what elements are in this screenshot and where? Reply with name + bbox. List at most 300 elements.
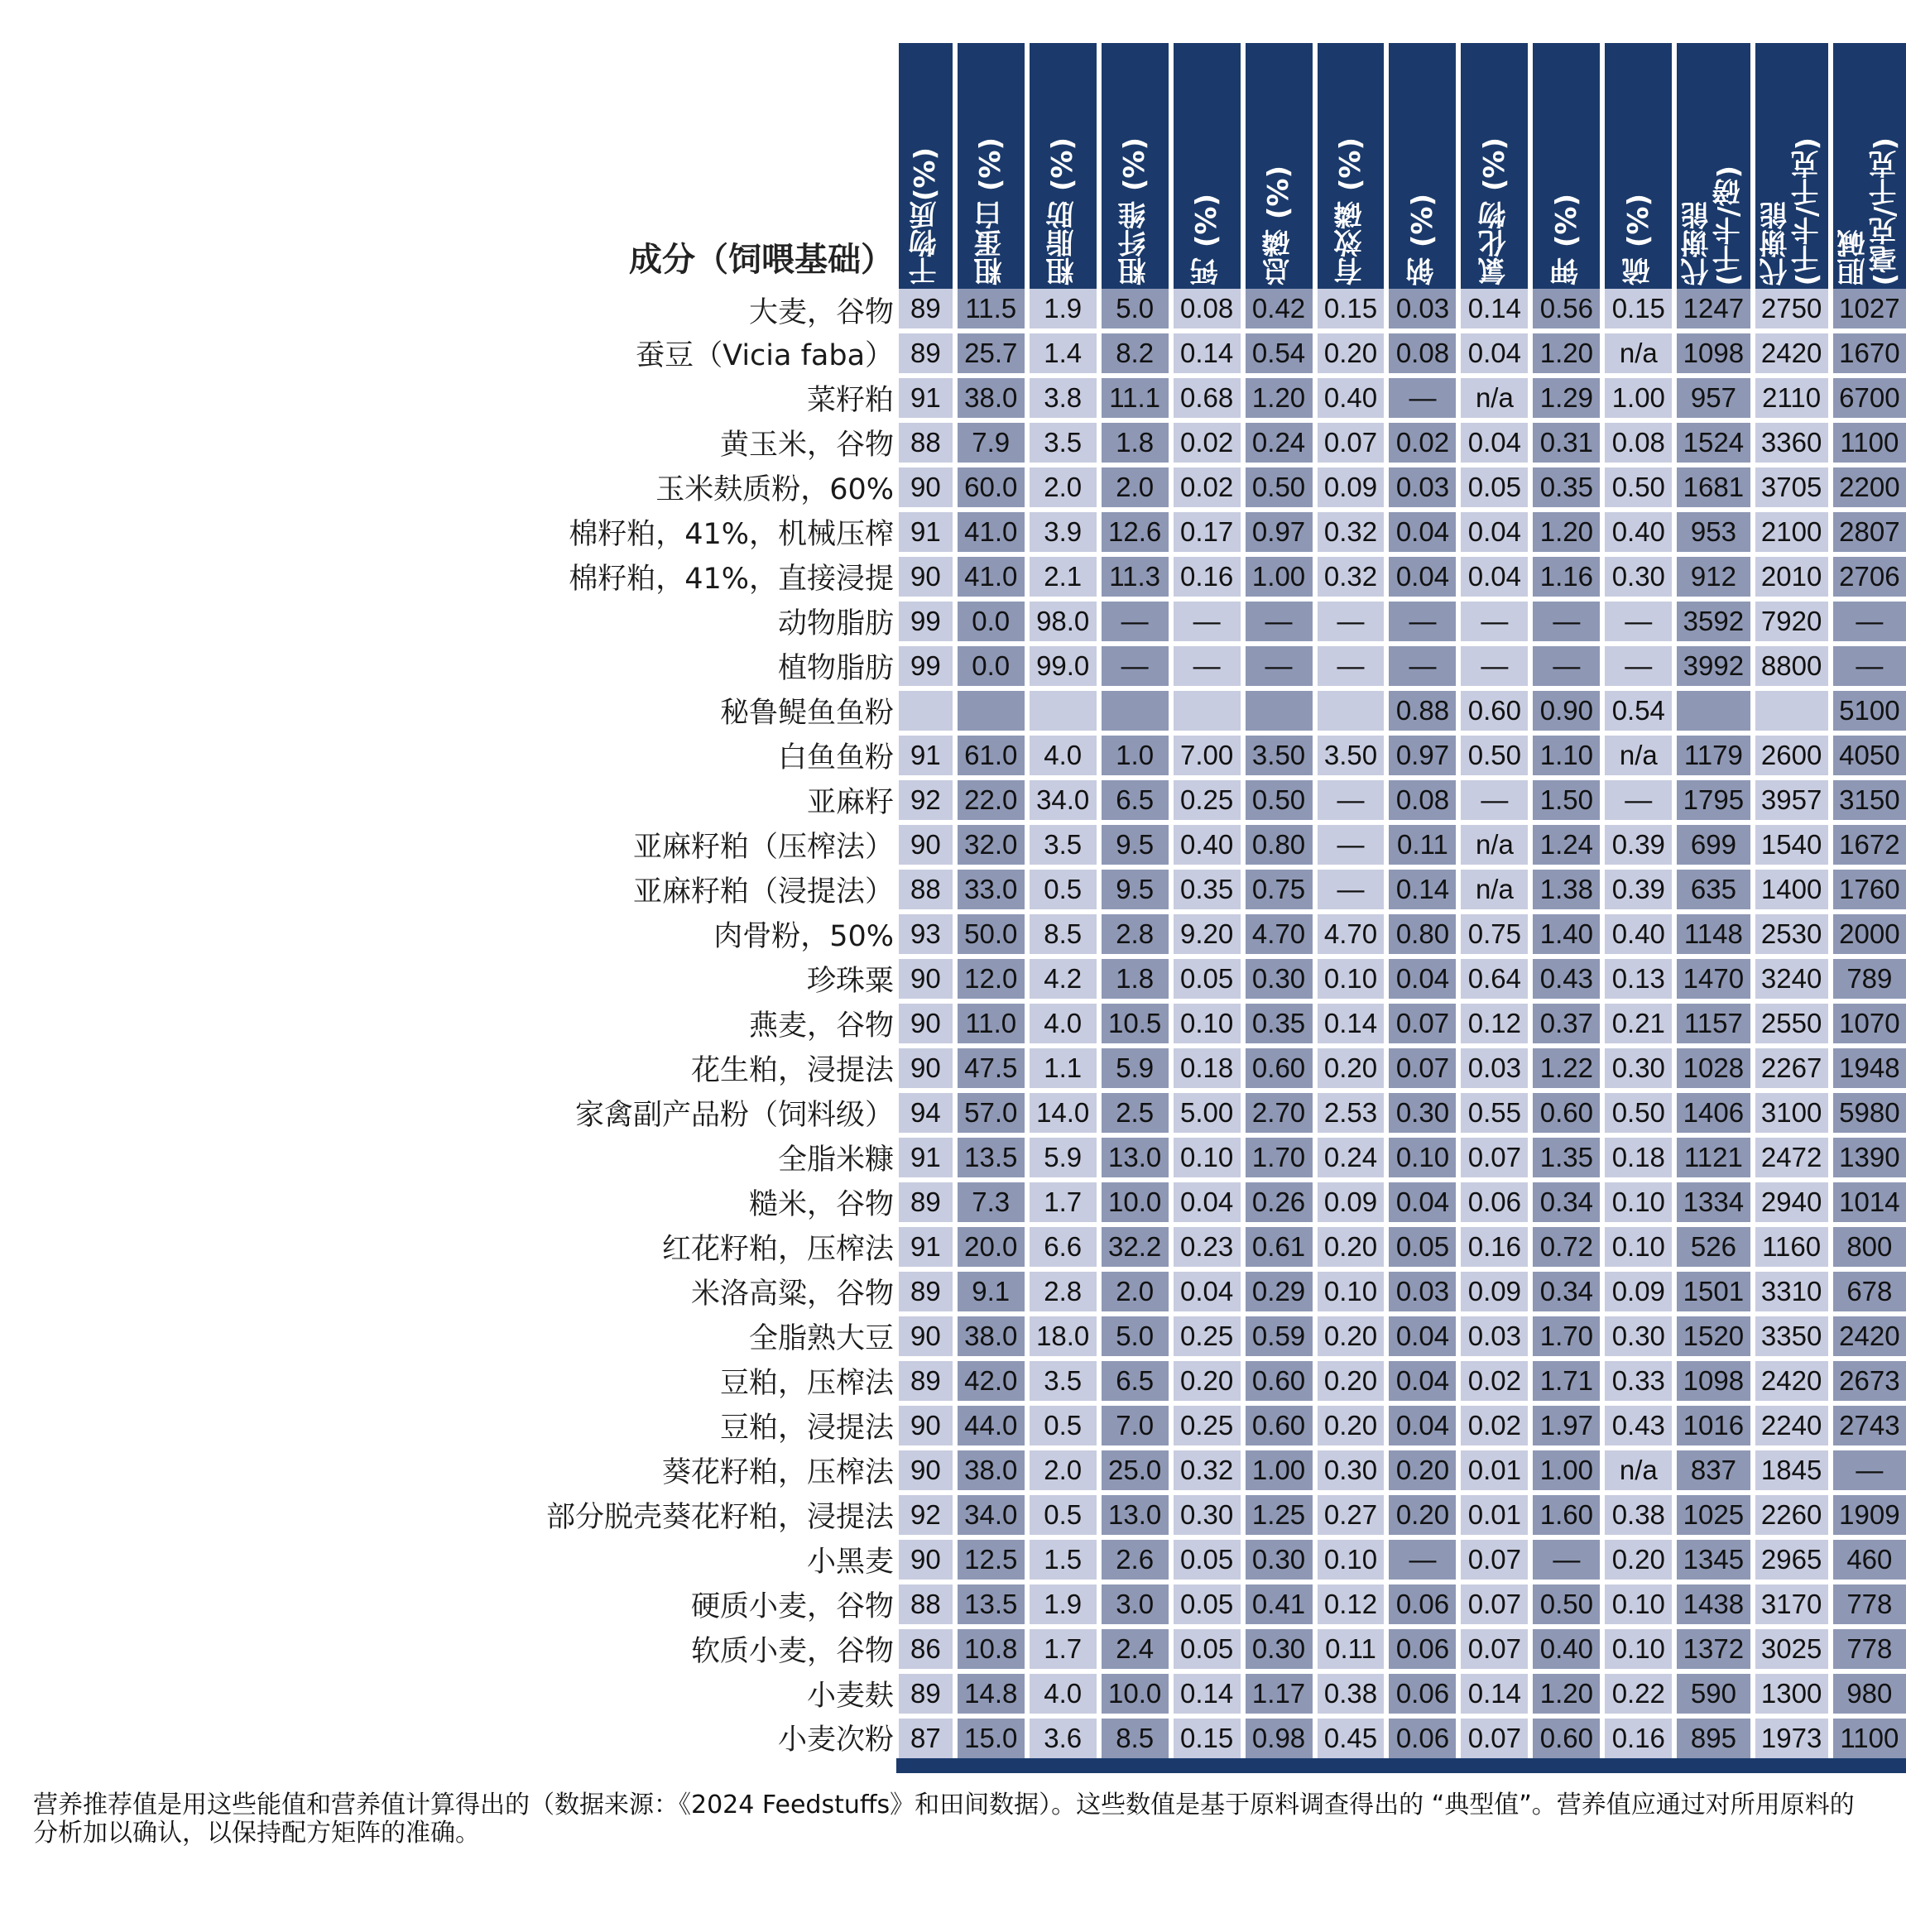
table-cell: 0.10 [1171,1001,1243,1046]
table-cell: 2110 [1753,376,1831,420]
table-cell: 2.8 [1099,912,1171,956]
table-cell: 1.10 [1530,733,1602,778]
table-cell: 41.0 [955,510,1027,554]
table-cell: 1.71 [1530,1359,1602,1403]
table-cell: — [1458,599,1530,644]
table-cell: 0.14 [1458,1671,1530,1716]
ingredient-name: 豆粕，浸提法 [546,1403,896,1448]
table-cell: 1372 [1674,1627,1752,1671]
table-cell: — [1831,1448,1906,1493]
ingredient-name: 肉骨粉，50% [546,912,896,956]
table-cell: 0.08 [1602,420,1674,465]
table-cell: 6.6 [1027,1225,1099,1269]
table-cell: 0.16 [1602,1716,1674,1758]
table-cell: 2.4 [1099,1627,1171,1671]
table-cell: 0.30 [1602,1046,1674,1091]
ingredient-column-header: 成分（饲喂基础） [629,241,895,279]
table-cell: n/a [1458,376,1530,420]
table-cell: 2.8 [1027,1269,1099,1314]
table-cell: — [1602,599,1674,644]
table-cell: 1179 [1674,733,1752,778]
table-cell: 957 [1674,376,1752,420]
table-cell: 1470 [1674,956,1752,1001]
table-cell: 3.0 [1099,1582,1171,1627]
table-cell: 4050 [1831,733,1906,778]
feed-nutrient-table [546,43,1906,1773]
table-row [546,1671,1906,1716]
table-cell: — [1099,644,1171,688]
table-cell: 1.20 [1530,331,1602,376]
table-cell: 678 [1831,1269,1906,1314]
table-cell: 0.30 [1315,1448,1387,1493]
table-cell: 1845 [1753,1448,1831,1493]
table-cell: — [1602,778,1674,822]
table-cell: 10.8 [955,1627,1027,1671]
table-row [546,554,1906,599]
table-cell: 0.5 [1027,1493,1099,1537]
table-cell: n/a [1458,822,1530,867]
table-cell: 2100 [1753,510,1831,554]
table-cell [896,688,955,733]
column-header-label: 代谢能 (千卡/磅) [1681,165,1746,285]
table-cell: 0.09 [1315,465,1387,510]
table-cell: 1948 [1831,1046,1906,1091]
table-cell: — [1315,778,1387,822]
table-cell: 0.75 [1243,867,1315,912]
table-cell: 0.01 [1458,1448,1530,1493]
table-cell: 1520 [1674,1314,1752,1359]
table-cell: 0.03 [1386,465,1458,510]
column-header [1099,43,1171,289]
table-cell: 0.20 [1315,1046,1387,1091]
table-cell: 1.20 [1243,376,1315,420]
ingredient-name: 软质小麦，谷物 [546,1627,896,1671]
table-cell: 0.59 [1243,1314,1315,1359]
table-cell: 0.68 [1171,376,1243,420]
column-header-label: 钙 (%) [1190,194,1224,285]
table-cell: 699 [1674,822,1752,867]
table-cell: 1.50 [1530,778,1602,822]
table-row [546,331,1906,376]
table-cell: 91 [896,376,955,420]
table-cell: 1300 [1753,1671,1831,1716]
table-cell: 0.09 [1458,1269,1530,1314]
header-row [546,43,1906,289]
table-cell: 2940 [1753,1180,1831,1225]
table-cell: 0.07 [1458,1716,1530,1758]
table-cell: 1.8 [1099,420,1171,465]
table-cell: — [1530,644,1602,688]
table-cell: 0.31 [1530,420,1602,465]
table-cell: 0.33 [1602,1359,1674,1403]
table-cell: 0.06 [1458,1180,1530,1225]
table-cell: — [1458,644,1530,688]
table-cell: 12.6 [1099,510,1171,554]
table-cell: 0.04 [1458,554,1530,599]
table-cell: 3705 [1753,465,1831,510]
column-header [1171,43,1243,289]
table-cell: 11.3 [1099,554,1171,599]
table-cell: 1.35 [1530,1135,1602,1180]
column-header [1674,43,1752,289]
table-cell: 90 [896,1314,955,1359]
table-cell [1027,688,1099,733]
column-header-label: 粗蛋白 (%) [974,137,1008,285]
table-cell: 2260 [1753,1493,1831,1537]
table-row [546,778,1906,822]
ingredient-name: 全脂米糠 [546,1135,896,1180]
table-cell: 0.35 [1171,867,1243,912]
table-cell: 0.02 [1386,420,1458,465]
table-cell: 0.43 [1530,956,1602,1001]
table-cell: 0.50 [1530,1582,1602,1627]
table-cell: 0.03 [1386,289,1458,331]
table-row [546,822,1906,867]
table-cell: 0.64 [1458,956,1530,1001]
ingredient-name: 糙米，谷物 [546,1180,896,1225]
table-cell: 0.60 [1458,688,1530,733]
table-cell: 9.1 [955,1269,1027,1314]
table-cell: 0.04 [1386,956,1458,1001]
ingredient-name: 硬质小麦，谷物 [546,1582,896,1627]
table-cell: — [1386,599,1458,644]
footnote: 营养推荐值是用这些能值和营养值计算得出的（数据来源：《2024 Feedstuffs》和田间数据）。这些数值是基于原料调查得出的 “典型值”。营养值应通过对所用原料的分析加以确认，以保持配方矩阵的准确。 [33,1791,1855,1848]
table-cell: — [1458,778,1530,822]
table-cell: 2000 [1831,912,1906,956]
table-cell: 0.61 [1243,1225,1315,1269]
column-header-label: 干物质(%) [909,146,943,285]
table-cell: 0.90 [1530,688,1602,733]
table-cell: 93 [896,912,955,956]
table-cell: 1148 [1674,912,1752,956]
table-cell: 1025 [1674,1493,1752,1537]
table-cell: 7920 [1753,599,1831,644]
table-row [546,733,1906,778]
table-cell: 0.05 [1171,1537,1243,1582]
table-cell: 2.5 [1099,1091,1171,1135]
table-cell: 0.50 [1602,465,1674,510]
table-cell: 2750 [1753,289,1831,331]
table-cell: 0.43 [1602,1403,1674,1448]
table-cell: 0.20 [1386,1493,1458,1537]
column-header-label: 总磷 (%) [1262,165,1296,285]
table-cell: 2.6 [1099,1537,1171,1582]
table-cell: 8.5 [1099,1716,1171,1758]
table-cell [1753,688,1831,733]
table-cell: 0.40 [1171,822,1243,867]
table-row [546,1359,1906,1403]
table-cell: 20.0 [955,1225,1027,1269]
table-cell: 6700 [1831,376,1906,420]
table-cell: 3.5 [1027,420,1099,465]
ingredient-name: 花生粕，浸提法 [546,1046,896,1091]
table-cell: 0.10 [1315,1269,1387,1314]
column-header [1386,43,1458,289]
table-cell: 2420 [1753,1359,1831,1403]
column-header [1602,43,1674,289]
table-cell: 0.07 [1458,1135,1530,1180]
table-cell: 0.97 [1243,510,1315,554]
table-cell: 2200 [1831,465,1906,510]
table-cell: — [1171,599,1243,644]
ingredient-name: 菜籽粕 [546,376,896,420]
table-cell: 1909 [1831,1493,1906,1537]
table-cell: 38.0 [955,1314,1027,1359]
table-row [546,420,1906,465]
table-cell: 0.22 [1602,1671,1674,1716]
table-cell: 4.0 [1027,1001,1099,1046]
table-cell: 13.0 [1099,1493,1171,1537]
table-cell: 3.5 [1027,822,1099,867]
table-cell: 0.07 [1458,1537,1530,1582]
table-cell: 0.03 [1458,1046,1530,1091]
column-header [1831,43,1906,289]
table-row [546,1091,1906,1135]
table-row [546,867,1906,912]
table-cell: 12.0 [955,956,1027,1001]
table-cell: 1.9 [1027,289,1099,331]
table-cell: — [1315,822,1387,867]
table-cell: 1098 [1674,1359,1752,1403]
table-cell: 91 [896,1135,955,1180]
table-cell: 0.40 [1602,510,1674,554]
table-cell: 0.04 [1386,510,1458,554]
table-cell: 88 [896,1582,955,1627]
table-cell: 0.27 [1315,1493,1387,1537]
table-cell: 1.8 [1099,956,1171,1001]
ingredient-name: 棉籽粕，41%，直接浸提 [546,554,896,599]
table-cell: 0.20 [1315,1314,1387,1359]
table-cell: 0.04 [1386,1314,1458,1359]
table-cell: 0.06 [1386,1716,1458,1758]
table-cell: 3.50 [1315,733,1387,778]
ingredient-name: 秘鲁鳀鱼鱼粉 [546,688,896,733]
table-cell: 0.06 [1386,1671,1458,1716]
table-cell: 0.10 [1315,956,1387,1001]
table-cell: 3.6 [1027,1716,1099,1758]
ingredient-name: 黄玉米，谷物 [546,420,896,465]
table-cell: 7.9 [955,420,1027,465]
table-cell: 0.26 [1243,1180,1315,1225]
table-cell: 4.2 [1027,956,1099,1001]
table-cell: 50.0 [955,912,1027,956]
table-cell: 0.05 [1171,1582,1243,1627]
table-cell: 0.15 [1315,289,1387,331]
table-cell: 47.5 [955,1046,1027,1091]
ingredient-name: 小麦麸 [546,1671,896,1716]
table-row [546,1627,1906,1671]
table-cell: 1121 [1674,1135,1752,1180]
table-cell: 0.10 [1602,1627,1674,1671]
table-cell: 0.32 [1315,554,1387,599]
table-cell: 90 [896,1403,955,1448]
table-row [546,1180,1906,1225]
table-cell: — [1386,1537,1458,1582]
table-cell: 1540 [1753,822,1831,867]
table-cell: 10.0 [1099,1671,1171,1716]
table-cell: 1.1 [1027,1046,1099,1091]
table-cell: 3992 [1674,644,1752,688]
table-cell: 6.5 [1099,778,1171,822]
table-cell [955,688,1027,733]
table-cell: 0.29 [1243,1269,1315,1314]
column-header-label: 钾 (%) [1549,194,1583,285]
table-cell: 0.02 [1171,420,1243,465]
ingredient-name: 棉籽粕，41%，机械压榨 [546,510,896,554]
ingredient-name: 全脂熟大豆 [546,1314,896,1359]
table-cell: 34.0 [1027,778,1099,822]
table-row [546,510,1906,554]
table-cell: 1016 [1674,1403,1752,1448]
table-cell: 3025 [1753,1627,1831,1671]
table-cell: 0.03 [1458,1314,1530,1359]
ingredient-name: 亚麻籽粕（浸提法） [546,867,896,912]
bottom-bar-spacer [546,1758,896,1773]
column-header-label: 硫 (%) [1621,194,1655,285]
ingredient-name: 米洛高粱，谷物 [546,1269,896,1314]
table-cell: n/a [1458,867,1530,912]
table-cell: 1345 [1674,1537,1752,1582]
ingredient-name: 燕麦，谷物 [546,1001,896,1046]
table-cell: 2530 [1753,912,1831,956]
table-cell: 13.0 [1099,1135,1171,1180]
table-cell: 88 [896,420,955,465]
table-row [546,599,1906,644]
table-cell: 0.03 [1386,1269,1458,1314]
table-cell: 38.0 [955,376,1027,420]
table-cell: 0.20 [1315,1225,1387,1269]
table-cell: 0.5 [1027,867,1099,912]
table-cell: 0.20 [1171,1359,1243,1403]
table-cell: 0.21 [1602,1001,1674,1046]
table-cell: 11.1 [1099,376,1171,420]
table-cell: 0.04 [1458,420,1530,465]
table-cell: 526 [1674,1225,1752,1269]
table-cell: 0.04 [1171,1269,1243,1314]
column-header [1243,43,1315,289]
table-cell: — [1315,867,1387,912]
table-cell: n/a [1602,331,1674,376]
table-cell: 0.06 [1386,1627,1458,1671]
table-cell: 60.0 [955,465,1027,510]
table-cell: 1.24 [1530,822,1602,867]
table-cell: 0.12 [1315,1582,1387,1627]
table-cell: 9.5 [1099,822,1171,867]
table-cell: 7.3 [955,1180,1027,1225]
table-cell: 0.55 [1458,1091,1530,1135]
table-cell: 0.02 [1458,1359,1530,1403]
table-cell: 0.14 [1171,1671,1243,1716]
table-cell: 1247 [1674,289,1752,331]
table-cell: 1670 [1831,331,1906,376]
table-cell: 1.20 [1530,510,1602,554]
table-cell: 1.60 [1530,1493,1602,1537]
table-cell: — [1530,1537,1602,1582]
table-cell: 1157 [1674,1001,1752,1046]
table-cell: 1334 [1674,1180,1752,1225]
table-cell: 88 [896,867,955,912]
ingredient-name: 动物脂肪 [546,599,896,644]
table-cell: 44.0 [955,1403,1027,1448]
table-cell: 38.0 [955,1448,1027,1493]
table-cell: 2600 [1753,733,1831,778]
table-cell: 0.10 [1602,1225,1674,1269]
table-cell: 0.30 [1243,1627,1315,1671]
table-cell: 12.5 [955,1537,1027,1582]
table-cell: 0.35 [1530,465,1602,510]
table-cell: 91 [896,733,955,778]
table-cell: 0.14 [1315,1001,1387,1046]
table-cell: 0.08 [1386,778,1458,822]
table-cell: 1100 [1831,1716,1906,1758]
table-cell: 5.9 [1027,1135,1099,1180]
table-cell: 0.0 [955,599,1027,644]
table-cell: 9.5 [1099,867,1171,912]
table-cell: 90 [896,1001,955,1046]
table-row [546,1001,1906,1046]
table-cell: 89 [896,1671,955,1716]
table-cell: 42.0 [955,1359,1027,1403]
table-cell: 0.40 [1530,1627,1602,1671]
table-cell: 33.0 [955,867,1027,912]
table-cell: 0.32 [1171,1448,1243,1493]
table-cell: — [1315,599,1387,644]
table-cell: 1973 [1753,1716,1831,1758]
table-cell: 1.22 [1530,1046,1602,1091]
table-cell: 1.5 [1027,1537,1099,1582]
table-cell: 22.0 [955,778,1027,822]
table-cell: 0.02 [1171,465,1243,510]
table-cell: 0.20 [1386,1448,1458,1493]
table-cell: 895 [1674,1716,1752,1758]
table-cell: 0.25 [1171,778,1243,822]
table-cell: 0.08 [1386,331,1458,376]
table-cell: 0.04 [1458,510,1530,554]
table-cell: 91 [896,1225,955,1269]
table-cell: 3100 [1753,1091,1831,1135]
table-cell: 0.18 [1602,1135,1674,1180]
table-cell: 1.4 [1027,331,1099,376]
table-cell: 789 [1831,956,1906,1001]
table-cell: 0.10 [1386,1135,1458,1180]
table-row [546,688,1906,733]
table-cell: 1.20 [1530,1671,1602,1716]
column-header-label: 钠 (%) [1405,194,1439,285]
table-cell: 0.41 [1243,1582,1315,1627]
table-cell: 2.0 [1099,1269,1171,1314]
table-cell: 3.9 [1027,510,1099,554]
table-row [546,1448,1906,1493]
table-cell: 0.14 [1386,867,1458,912]
table-row [546,1493,1906,1537]
table-cell: 7.0 [1099,1403,1171,1448]
ingredient-name: 红花籽粕，压榨法 [546,1225,896,1269]
table-cell: 0.05 [1458,465,1530,510]
table-cell: 4.70 [1315,912,1387,956]
table-cell: 0.07 [1386,1046,1458,1091]
table-cell: 0.09 [1602,1269,1674,1314]
table-cell: — [1315,644,1387,688]
table-cell: 0.98 [1243,1716,1315,1758]
table-cell: 0.10 [1602,1180,1674,1225]
table-body [546,289,1906,1758]
column-header-label: 粗脂肪 (%) [1046,137,1080,285]
table-cell: 92 [896,1493,955,1537]
table-cell: 2267 [1753,1046,1831,1091]
table-cell: 1.40 [1530,912,1602,956]
table-cell: — [1099,599,1171,644]
table-cell: 1028 [1674,1046,1752,1091]
